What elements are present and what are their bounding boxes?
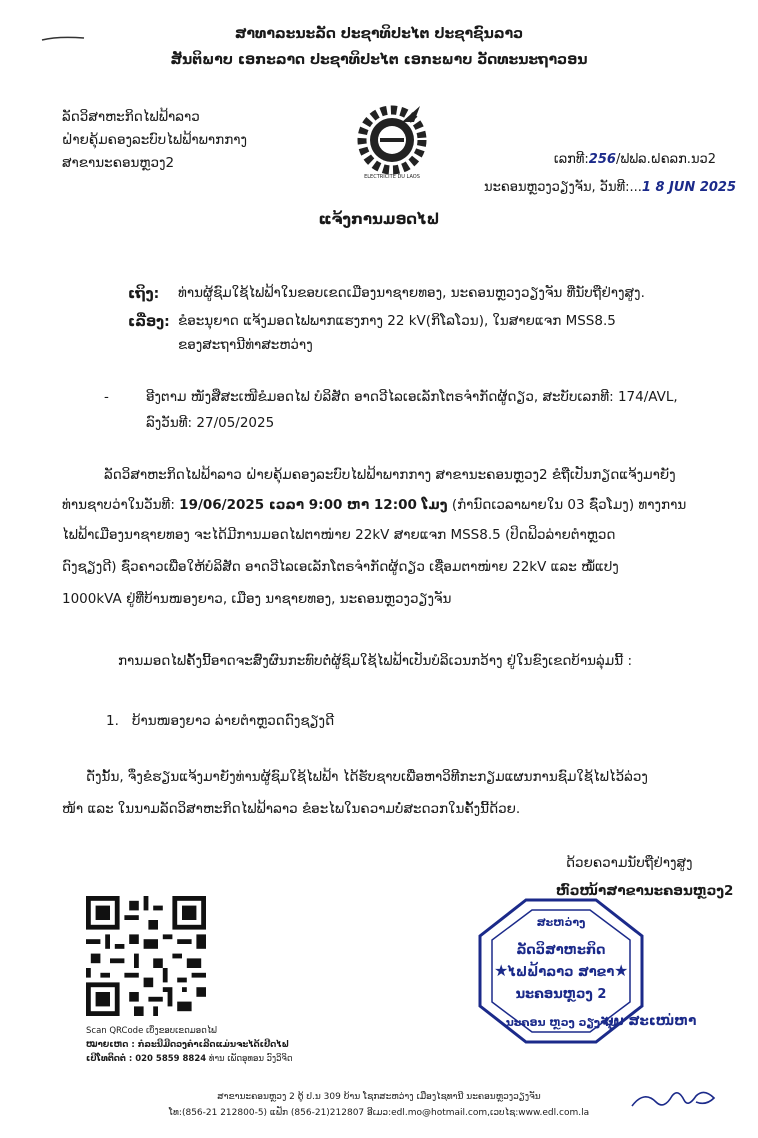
body-line2-c: (ກຳນົດເວລາພາຍໃນ 03 ຊົ່ວໂມງ) ທາງການ — [447, 497, 687, 513]
impact-statement: ການມອດໄຟຄັ້ງນີ້ອາດຈະສົ່ງຜົນກະທົບຕໍ່ຜູ້ຊົມໃຊ້ໄຟຟ້າເປັນບໍລິເວນກວ້າງ ຢູ່ໃນຂົງເຂດບ້ານລຸ່ມນີ້ : — [118, 653, 633, 669]
logo-text: ELECTRICITE DU LAOS — [364, 174, 420, 180]
stamp-star-left-icon: ★ — [494, 961, 509, 980]
contact-phone: 020 5859 8824 — [135, 1054, 207, 1064]
footer-address: ສາຂານະຄອນຫຼວງ 2 ຕູ້ ປ.ນ 309 ບ້ານ ໂຊກສະຫວ່າງ ເມືອງໄຊທານີ ນະຄອນຫຼວງວຽງຈັນ — [217, 1092, 541, 1102]
pen-mark-icon — [40, 30, 86, 44]
ref-number-handwritten: 256 — [588, 152, 616, 167]
reference-number — [554, 152, 716, 167]
org-branch: ສາຂານະຄອນຫຼວງ2 — [62, 155, 175, 171]
stamp-line2: ໄຟຟ້າລາວ ສາຂາ — [507, 965, 615, 980]
subject-label: ເລື່ອງ: — [128, 314, 170, 330]
reference-bullet: - — [104, 389, 109, 405]
reference-doc-line1: ອີງຕາມ ໜັງສືສະເໜີຂໍມອດໄຟ ບໍລິສັດ ອາດວີໄລເອເລັກໂຕຣຈຳກັດຜູ້ດຽວ, ສະບັບເລກທີ: 174/AVL, — [146, 389, 678, 405]
ref-date-handwritten: 1 8 JUN 2025 — [641, 180, 736, 195]
reference-doc-line2: ລົງວັນທີ: 27/05/2025 — [146, 415, 275, 431]
edl-gear-logo-icon — [350, 98, 434, 182]
qr-caption: Scan QRCode ເບິ່ງຂອບເຂດມອດໄຟ — [86, 1026, 217, 1036]
body-line2-a: ທ່ານຊາບວ່າໃນວັນທີ: — [62, 497, 180, 513]
org-department: ຝ່າຍຄຸ້ມຄອງລະບົບໄຟຟ້າພາກກາງ — [62, 132, 248, 148]
body-line4: ດົງຊຽງດີ) ຊົ່ວຄາວເພື່ອໃຫ້ບໍລິສັດ ອາດວີໄລເອເລັກໂຕຣຈຳກັດຜູ້ດຽວ ເຊື່ອມຕາໜ່າຍ 22kV ແລະ ໝໍ້ແປງ — [62, 559, 619, 575]
stamp-line3: ນະຄອນຫຼວງ 2 — [515, 987, 607, 1002]
regards: ດ້ວຍຄວາມນັບຖືຢ່າງສູງ — [566, 855, 693, 871]
stamp-top-text: ສະຫວ່າງ — [536, 916, 586, 929]
contact-label: ເບີໂທຕິດຕໍ່ : — [86, 1054, 136, 1064]
contact-person: ທ່ານ ເພັດອຸທອນ ວົງວິຈິດ — [206, 1054, 293, 1064]
national-header-line2: ສັນຕິພາບ ເອກະລາດ ປະຊາທິປະໄຕ ເອກະພາບ ວັດທະນະຖາວອນ — [170, 52, 588, 68]
reference-date — [484, 180, 736, 195]
qr-contact — [86, 1052, 293, 1066]
stamp-bottom-text: ນະຄອນ ຫຼວງ ວຽງຈັນ — [505, 1016, 617, 1029]
body-line2 — [62, 492, 686, 518]
qr-code[interactable] — [86, 896, 206, 1016]
outage-schedule: 19/06/2025 ເວລາ 9:00 ຫາ 12:00 ໂມງ — [179, 497, 448, 513]
qr-note: ໝາຍເຫດ : ກໍລະນີມີດວງຄຳເລີດແມ່ນຈະໄດ້ເປີດໄຟ — [86, 1040, 289, 1050]
document-title: ແຈ້ງການມອດໄຟ — [318, 210, 440, 228]
body-line1: ລັດວິສາຫະກິດໄຟຟ້າລາວ ຝ່າຍຄຸ້ມຄອງລະບົບໄຟຟ້າພາກກາງ ສາຂານະຄອນຫຼວງ2 ຂໍຖືເປັນກຽດແຈ້ງມາຍັງ — [104, 467, 676, 483]
national-header-line1: ສາທາລະນະລັດ ປະຊາທິປະໄຕ ປະຊາຊົນລາວ — [234, 26, 524, 42]
to-text: ທ່ານຜູ້ຊົມໃຊ້ໄຟຟ້າໃນຂອບເຂດເມືອງນາຊາຍທອງ, ນະຄອນຫຼວງວຽງຈັນ ທີ່ນັບຖືຢ່າງສູງ. — [178, 285, 645, 301]
stamp-line1: ລັດວິສາຫະກິດ — [516, 943, 606, 958]
subject-line2: ຂອງສະຖານີທ່າສະຫວ່າງ — [178, 337, 313, 353]
footer-contact: ໂທ:(856-21 212800-5) ແຟັກ (856-21)212807 ອີເມວ:edl.mo@hotmail.com,ເວບໄຊ:www.edl.com.la — [168, 1108, 590, 1118]
signer-position: ຫົວໜ້າສາຂານະຄອນຫຼວງ2 — [556, 883, 734, 899]
subject-line1: ຂໍອະນຸຍາດ ແຈ້ງມອດໄຟພາກແຮງກາງ 22 kV(ກິໂລໂວນ), ໃນສາຍແຈກ MSS8.5 — [178, 313, 616, 329]
village-number: 1. — [106, 713, 119, 729]
initials-signature-icon — [626, 1084, 722, 1116]
stamp-star-right-icon: ★ — [614, 961, 629, 980]
to-label: ເຖິງ: — [128, 286, 160, 302]
signer-name: ບຸນ ສະເໜ່ຫາ — [604, 1013, 697, 1029]
ref-date-prefix: ນະຄອນຫຼວງວຽງຈັນ, ວັນທີ:... — [484, 180, 642, 195]
body-line3: ໄຟຟ້າເມືອງນາຊາຍທອງ ຈະໄດ້ມີການມອດໄຟຕາໜ່າຍ 22kV ສາຍແຈກ MSS8.5 (ປິດຟິວລ່າຍຕຳຫຼວດ — [62, 527, 616, 543]
closing-line1: ດັ່ງນັ້ນ, ຈຶ່ງຂໍຮຽນແຈ້ງມາຍັງທ່ານຜູ້ຊົມໃຊ້ໄຟຟ້າ ໄດ້ຮັບຊາບເພື່ອຫາວິທີກະກຽມແຜນການຊົມໃຊ້ໄຟໄວ້ລ່ວງ — [86, 769, 648, 785]
body-line5: 1000kVA ຢູ່ທີ່ບ້ານໜອງຍາວ, ເມືອງ ນາຊາຍທອງ, ນະຄອນຫຼວງວຽງຈັນ — [62, 591, 452, 607]
ref-number-prefix: ເລກທີ: — [553, 152, 589, 167]
village-name: ບ້ານໜອງຍາວ ລ່າຍຕຳຫຼວດດົງຊຽງດີ — [132, 713, 335, 729]
ref-number-suffix: /ຟຟລ.ຝຄລກ.ນວ2 — [615, 152, 716, 167]
org-name: ລັດວິສາຫະກິດໄຟຟ້າລາວ — [62, 109, 200, 125]
closing-line2: ໜ້າ ແລະ ໃນນາມລັດວິສາຫະກິດໄຟຟ້າລາວ ຂໍອະໄພໃນຄວາມບໍ່ສະດວກໃນຄັ້ງນີ້ດ້ວຍ. — [62, 801, 521, 817]
